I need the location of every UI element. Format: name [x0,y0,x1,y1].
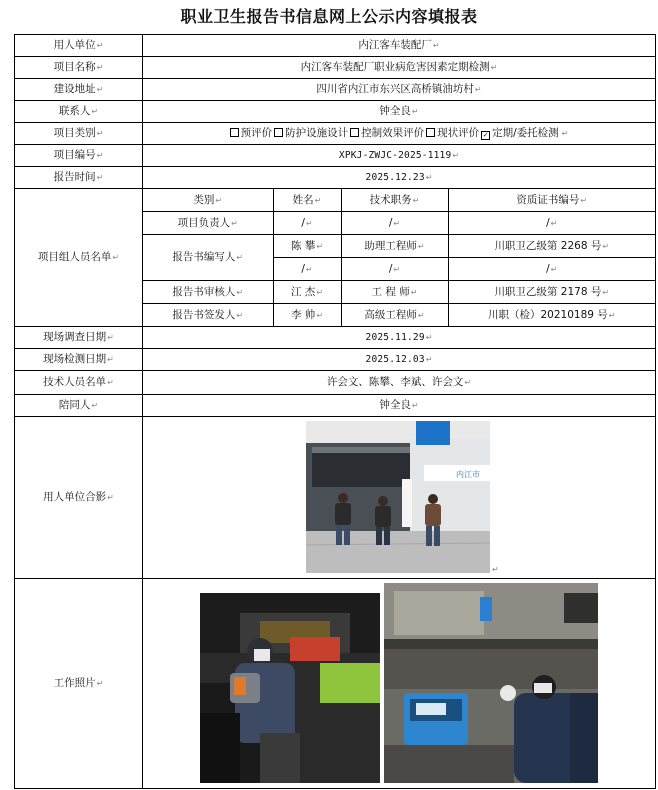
project-no-value: XPKJ-ZWJC-2025-1119 [338,150,452,161]
survey-date-value: 2025.11.29 [365,332,425,343]
group-photo-image [306,421,490,573]
report-time-label: 报告时间 [53,171,96,183]
team-row: 项目负责人↵ /↵ /↵ /↵ [143,212,655,235]
team-header-row: 类别↵ 姓名↵ 技术职务↵ 资质证书编号↵ [143,189,655,212]
row-team: 项目组人员名单↵ 类别↵ 姓名↵ 技术职务↵ 资质证书编号↵ 项目负责人↵ /↵ /↵ /↵ 报告书编写人↵ 陈 攀↵ 助理工程师↵ 川职卫乙级第 2268 号↵ /↵ /↵ /↵ 报告书审核人↵ 江 杰↵ 工 程 师↵ 川职卫乙级第 2178 号↵ 报告书签发人↵ 李 帅↵ 高级工程师↵ 川职（检）20210189 号↵ [15,189,656,327]
team-table [143,189,655,326]
work-photo-left-image [200,593,380,783]
report-time-value: 2025.12.23 [365,172,425,183]
technicians-value: 许会文、陈攀、李斌、许会文 [326,376,464,388]
project-name-value: 内江客车装配厂职业病危害因素定期检测 [300,61,490,73]
row-employer: 用人单位↵ 内江客车装配厂↵ [15,35,656,57]
sign-text: 内江市 [456,470,480,479]
work-photo-label: 工作照片 [53,677,96,689]
category-option-label: 防护设施设计 [285,127,349,139]
row-project-no: 项目编号↵ XPKJ-ZWJC-2025-1119↵ [15,145,656,167]
address-value: 四川省内江市东兴区高桥镇油坊村 [316,83,474,95]
category-option-label: 现状评价 [437,127,480,139]
row-test-date: 现场检测日期↵ 2025.12.03↵ [15,349,656,371]
category-option [426,127,479,139]
project-name-label: 项目名称 [53,61,96,73]
team-row: 报告书审核人↵ 江 杰↵ 工 程 师↵ 川职卫乙级第 2178 号↵ [143,281,655,304]
checkbox-icon [230,128,239,137]
page-title: 职业卫生报告书信息网上公示内容填报表 [180,7,478,26]
survey-date-label: 现场调查日期 [43,331,107,343]
row-category: 项目类别↵ 预评价 防护设施设计 控制效果评价 现状评价 ✓ 定期/委托检测 ↵ [15,123,656,145]
escort-value: 钟全良 [379,399,411,411]
category-option [230,127,273,139]
project-no-label: 项目编号 [53,149,96,161]
team-header-cert: 资质证书编号 [516,193,580,206]
test-date-value: 2025.12.03 [365,354,425,365]
category-option [350,127,424,139]
row-contact: 联系人↵ 钟全良↵ [15,101,656,123]
row-report-time: 报告时间↵ 2025.12.23↵ [15,167,656,189]
info-table [14,34,656,789]
technicians-label: 技术人员名单 [43,376,107,388]
row-survey-date: 现场调查日期↵ 2025.11.29↵ [15,327,656,349]
work-photo-right-image [384,583,598,783]
test-date-label: 现场检测日期 [43,353,107,365]
team-header-category: 类别 [193,193,215,206]
checkbox-icon [426,128,435,137]
team-row: 报告书编写人↵ 陈 攀↵ 助理工程师↵ 川职卫乙级第 2268 号↵ [143,235,655,258]
row-group-photo: 用人单位合影↵ 内江市 ↵ [15,417,656,579]
row-work-photo: 工作照片↵ [15,579,656,789]
category-option-label: 预评价 [240,127,273,139]
team-header-title: 技术职务 [369,193,412,206]
category-options: 预评价 防护设施设计 控制效果评价 现状评价 ✓ 定期/委托检测 ↵ [143,123,656,145]
category-option [274,127,348,139]
group-photo-label: 用人单位合影 [43,491,107,503]
contact-value: 钟全良 [379,105,411,117]
escort-label: 陪同人 [58,399,91,411]
category-option [481,127,559,139]
category-option-label: 控制效果评价 [361,127,425,139]
employer-value: 内江客车装配厂 [358,39,432,51]
team-label: 项目组人员名单 [37,251,112,263]
checkbox-checked-icon: ✓ [482,131,489,139]
team-header-name: 姓名 [292,193,314,206]
category-label: 项目类别 [53,127,96,139]
work-photo-left [200,593,380,783]
checkbox-icon [350,128,359,137]
address-label: 建设地址 [53,83,96,95]
team-row: /↵ /↵ /↵ [143,258,655,281]
checkbox-icon [274,128,283,137]
row-project-name: 项目名称↵ 内江客车装配厂职业病危害因素定期检测↵ [15,57,656,79]
group-photo [306,421,490,573]
work-photo-right [384,583,598,783]
category-option-label: 定期/委托检测 [492,127,559,139]
row-escort: 陪同人↵ 钟全良↵ [15,395,656,417]
team-row: 报告书签发人↵ 李 帅↵ 高级工程师↵ 川职（检）20210189 号↵ [143,304,655,327]
row-technicians: 技术人员名单↵ 许会文、陈攀、李斌、许会文↵ [15,371,656,395]
row-address: 建设地址↵ 四川省内江市东兴区高桥镇油坊村↵ [15,79,656,101]
contact-label: 联系人 [58,105,91,117]
employer-label: 用人单位 [53,39,96,51]
